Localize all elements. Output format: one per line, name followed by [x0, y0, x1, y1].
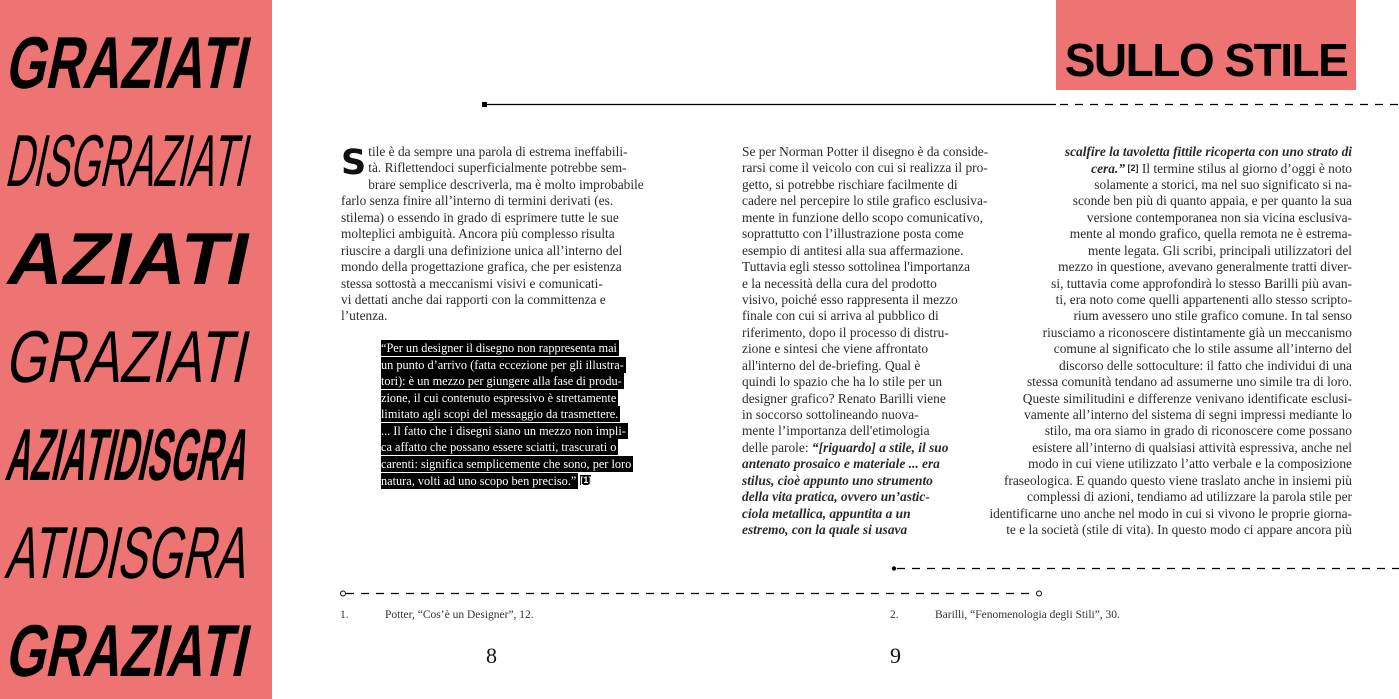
- quote-text: carenti: significa semplicemente che sono, per loro: [381, 456, 632, 471]
- text-segment: Queste similitudini e differenze venivano identificate esclusi-: [1022, 390, 1352, 406]
- quote-text: tori): è un mezzo per giungere alla fase di produ-: [381, 374, 622, 388]
- text-line: [1073, 308, 1352, 324]
- artwork-word: GRAZIATI: [0, 611, 232, 693]
- text-line: [1059, 358, 1352, 374]
- quote-line: [381, 340, 619, 357]
- footnote-2: [890, 609, 1120, 621]
- text-line: [1051, 276, 1352, 292]
- quote-text: limitato agli scopi del messaggio da trasmettere.: [381, 407, 619, 421]
- text-line: [989, 506, 1352, 522]
- text-line: [1054, 341, 1352, 357]
- quote-line: [381, 456, 633, 473]
- text-line: l’utenza.: [341, 308, 388, 324]
- text-segment: zione e sintesi che viene affrontato: [742, 341, 929, 357]
- text-segment: stilo, ma ora siamo in grado di riconoscere come possano: [1044, 423, 1352, 439]
- text-segment: identificarne uno anche nel modo in cui si vivono le proprie giorna-: [989, 505, 1352, 521]
- text-line: [1023, 391, 1352, 407]
- text-line: riuscire a dargli una definizione unica all’interno del: [341, 242, 623, 258]
- text-line: tile è da sempre una parola di estrema ineffabili-: [368, 144, 628, 159]
- text-segment: ti, era noto come quelli appartenenti allo stesso scripto-: [1055, 291, 1352, 307]
- quoted-text: cera.”: [1091, 161, 1126, 177]
- text-line: [742, 276, 937, 292]
- text-line: [742, 210, 983, 226]
- text-line: [742, 160, 988, 176]
- text-line: [742, 489, 930, 505]
- text-segment: fraseologica. E quando questo viene traslato anche in insiemi più: [1003, 472, 1352, 488]
- text-line: [742, 341, 928, 357]
- text-segment: in soccorso sottolineando nuova-: [742, 407, 919, 422]
- text-segment: solamente a storici, ma nel suo significato si na-: [1094, 176, 1352, 192]
- quote-text: natura, volti ad uno scopo ben preciso.”: [381, 474, 577, 488]
- page-title: SULLO STILE: [1064, 34, 1348, 86]
- text-segment: delle parole:: [742, 439, 812, 455]
- text-segment: rium avessero uno stile grafico comune. In tal senso: [1073, 308, 1352, 324]
- text-line: [742, 358, 920, 374]
- text-line: molteplici ambiguità. Ancora più complesso risulta: [341, 226, 615, 242]
- page-number-left: 8: [486, 643, 497, 668]
- text-line: [1027, 374, 1352, 390]
- text-line: [742, 440, 948, 456]
- text-line: farlo senza finire all’interno di termini derivati (es.: [341, 193, 614, 209]
- text-line: [742, 193, 987, 209]
- text-line: [1024, 407, 1352, 423]
- text-line: stilema) o essendo in grado di esprimere tutte le sue: [341, 209, 619, 225]
- text-segment: comune al significato che lo stile assume all’interno del: [1053, 341, 1352, 357]
- text-line: vi dettati anche dai rapporti con la committenza e: [341, 291, 606, 307]
- text-segment: Se per Norman Potter il disegno è da conside-: [742, 144, 989, 159]
- footnote-number: 1.: [340, 609, 349, 621]
- text-line: tà. Riflettendoci superficialmente potrebbe sem-: [368, 160, 627, 176]
- text-segment: getto, si potrebbe rischiare facilmente di: [742, 176, 958, 192]
- text-segment: quindi lo spazio che ha lo stile per un: [742, 374, 943, 390]
- text-segment: Tuttavia egli stesso sottolinea l'importanza: [742, 259, 971, 275]
- text-line: [742, 456, 940, 472]
- text-line: [742, 243, 963, 259]
- text-segment: e la necessità della cura del prodotto: [742, 275, 937, 291]
- text-segment: mente l’importanza dell'etimologia: [742, 423, 930, 439]
- text-line: mondo della progettazione grafica, che per esistenza: [341, 259, 622, 275]
- artwork-word: AZIATIDISGRA: [0, 415, 342, 497]
- artwork-word: AZIATI: [0, 219, 163, 301]
- text-segment: te e la società (stile di vita). In questo modo ci appare ancora più: [1006, 522, 1352, 538]
- quote-line: [381, 373, 624, 390]
- text-segment: riferimento, dopo il processo di distru-: [742, 324, 949, 340]
- text-segment: mente in funzione dello scopo comunicativo,: [742, 209, 983, 225]
- quote-text: ... Il fatto che i disegni siano un mezzo non impli-: [381, 423, 626, 438]
- text-line: [742, 325, 949, 341]
- text-line: [1058, 259, 1352, 275]
- text-line: [1004, 473, 1352, 489]
- quoted-text: ciola metallica, appuntita a un: [742, 505, 911, 521]
- intro-column: [341, 143, 644, 325]
- quote-line: [381, 423, 628, 440]
- drop-cap: S: [341, 143, 367, 183]
- text-segment: modo in cui viene utilizzato l’atto verbale e la composizione: [1028, 456, 1352, 472]
- text-line: [742, 522, 907, 538]
- text-line: [1027, 489, 1352, 505]
- text-line: [742, 144, 988, 160]
- quote-text: zione, il cui contenuto espressivo è strettamente: [381, 390, 617, 405]
- text-line: [742, 506, 911, 522]
- footnote-rule-end: [1037, 591, 1042, 596]
- text-segment: sconde ben più di quanto appaia, e per quanto la sua: [1072, 193, 1352, 209]
- quote-line: [381, 439, 618, 456]
- text-line: [742, 226, 964, 242]
- text-line: [742, 259, 970, 275]
- text-line: [1032, 440, 1352, 456]
- footnote-ref: [2]: [1125, 163, 1139, 174]
- page-number-right: 9: [890, 643, 901, 668]
- text-line: [1073, 193, 1352, 209]
- quote-line: [381, 472, 591, 489]
- quote-line: [381, 390, 618, 407]
- text-segment: Il termine stilus al giorno d’oggi è noto: [1138, 161, 1352, 177]
- quote-text: ca affatto che possano essere sciatti, trascurati o: [381, 440, 617, 454]
- text-line: brare semplice descriverla, ma è molto improbabile: [368, 176, 644, 192]
- text-line: [742, 423, 930, 439]
- text-segment: discorso delle sottoculture: il fatto che individui di una: [1058, 357, 1352, 373]
- artwork-word: ATIDISGRA: [0, 513, 263, 595]
- text-line: [1088, 243, 1352, 259]
- text-segment: stessa comunità tendano ad assumerne uno simile tra di loro.: [1026, 374, 1352, 390]
- text-segment: esistere all’interno di qualsiasi attività espressiva, anche nel: [1032, 439, 1352, 455]
- quoted-text: stilus, cioè appunto uno strumento: [742, 472, 933, 488]
- text-line: [742, 407, 919, 423]
- text-line: [1043, 325, 1352, 341]
- text-line: [1087, 210, 1352, 226]
- right-rule-dot: [892, 566, 896, 570]
- text-line: [742, 308, 939, 324]
- text-segment: finale con cui si arriva al pubblico di: [742, 308, 939, 324]
- artwork-word: DISGRAZIATI: [0, 121, 304, 203]
- text-segment: complessi di azioni, tendiamo ad utilizzare la parola stile per: [1027, 489, 1352, 505]
- pull-quote: [381, 340, 633, 489]
- text-line: [1070, 226, 1352, 242]
- quoted-text: della vita pratica, ovvero un’astic-: [742, 489, 930, 505]
- text-segment: mente al mondo grafico, quella remota ne è estrema-: [1069, 226, 1352, 242]
- text-segment: all'interno del de-briefing. Qual è: [742, 357, 921, 373]
- text-segment: si, tuttavia come approfondirà lo stesso Barilli più avan-: [1051, 275, 1352, 291]
- text-line: [1028, 456, 1352, 472]
- text-segment: mente legata. Gli scribi, principali utilizzatori del: [1087, 242, 1352, 258]
- artwork-word: GRAZIATI: [0, 23, 232, 105]
- text-line: [742, 473, 933, 489]
- quote-line: [381, 406, 620, 423]
- body-column-right: [989, 144, 1352, 539]
- footnote-text: Barilli, “Fenomenologia degli Stili”, 30.: [935, 609, 1120, 621]
- text-segment: riusciamo a riconoscere distintamente già un meccanismo: [1042, 324, 1352, 340]
- text-line: [742, 391, 946, 407]
- quoted-text: estremo, con la quale si usava: [742, 522, 908, 538]
- text-segment: mezzo in questione, avevano generalmente tratti diver-: [1058, 259, 1352, 275]
- footnote-number: 2.: [890, 609, 899, 621]
- footnote-text: Potter, “Cos’è un Designer”, 12.: [385, 609, 534, 621]
- text-segment: designer grafico? Renato Barilli viene: [742, 390, 946, 406]
- text-segment: versione contemporanea non sia vicina esclusiva-: [1086, 209, 1352, 225]
- footnote-ref-1: [1]: [580, 475, 592, 485]
- text-line: [1045, 423, 1352, 439]
- quote-line: [381, 357, 626, 374]
- text-segment: soprattutto con l’illustrazione posta come: [742, 226, 964, 242]
- text-line: [1094, 177, 1352, 193]
- text-segment: rarsi come il veicolo con cui si realizza il pro-: [742, 160, 988, 176]
- text-line: stessa sottostà a meccanismi visivi e comunicati-: [341, 275, 603, 291]
- text-line: [1056, 292, 1352, 308]
- artwork-word: GRAZIATI: [0, 317, 227, 399]
- footnote-1: [340, 609, 534, 621]
- text-line: [1091, 160, 1352, 176]
- quoted-text: scalfire la tavoletta fittile ricoperta con uno strato di: [1064, 144, 1352, 159]
- text-segment: vamente all’interno del sistema di segni impressi mediante lo: [1024, 407, 1352, 422]
- text-segment: visivo, poiché esso rappresenta il mezzo: [742, 291, 958, 307]
- text-line: [1006, 522, 1352, 538]
- quoted-text: “[riguardo] a stile, il suo: [811, 439, 949, 455]
- text-line: [1065, 144, 1352, 160]
- footnote-rule-start: [341, 591, 346, 596]
- text-line: [742, 374, 942, 390]
- quote-text: un punto d’arrivo (fatta eccezione per gli illustra-: [381, 357, 624, 372]
- quote-text: “Per un designer il disegno non rappresenta mai: [381, 341, 617, 355]
- text-line: [742, 177, 958, 193]
- quoted-text: antenato prosaico e materiale ... era: [742, 456, 940, 472]
- text-segment: esempio di antitesi alla sua affermazione.: [742, 242, 964, 258]
- text-segment: cadere nel percepire lo stile grafico esclusiva-: [742, 193, 988, 209]
- body-column-middle: [742, 144, 988, 539]
- text-line: [742, 292, 958, 308]
